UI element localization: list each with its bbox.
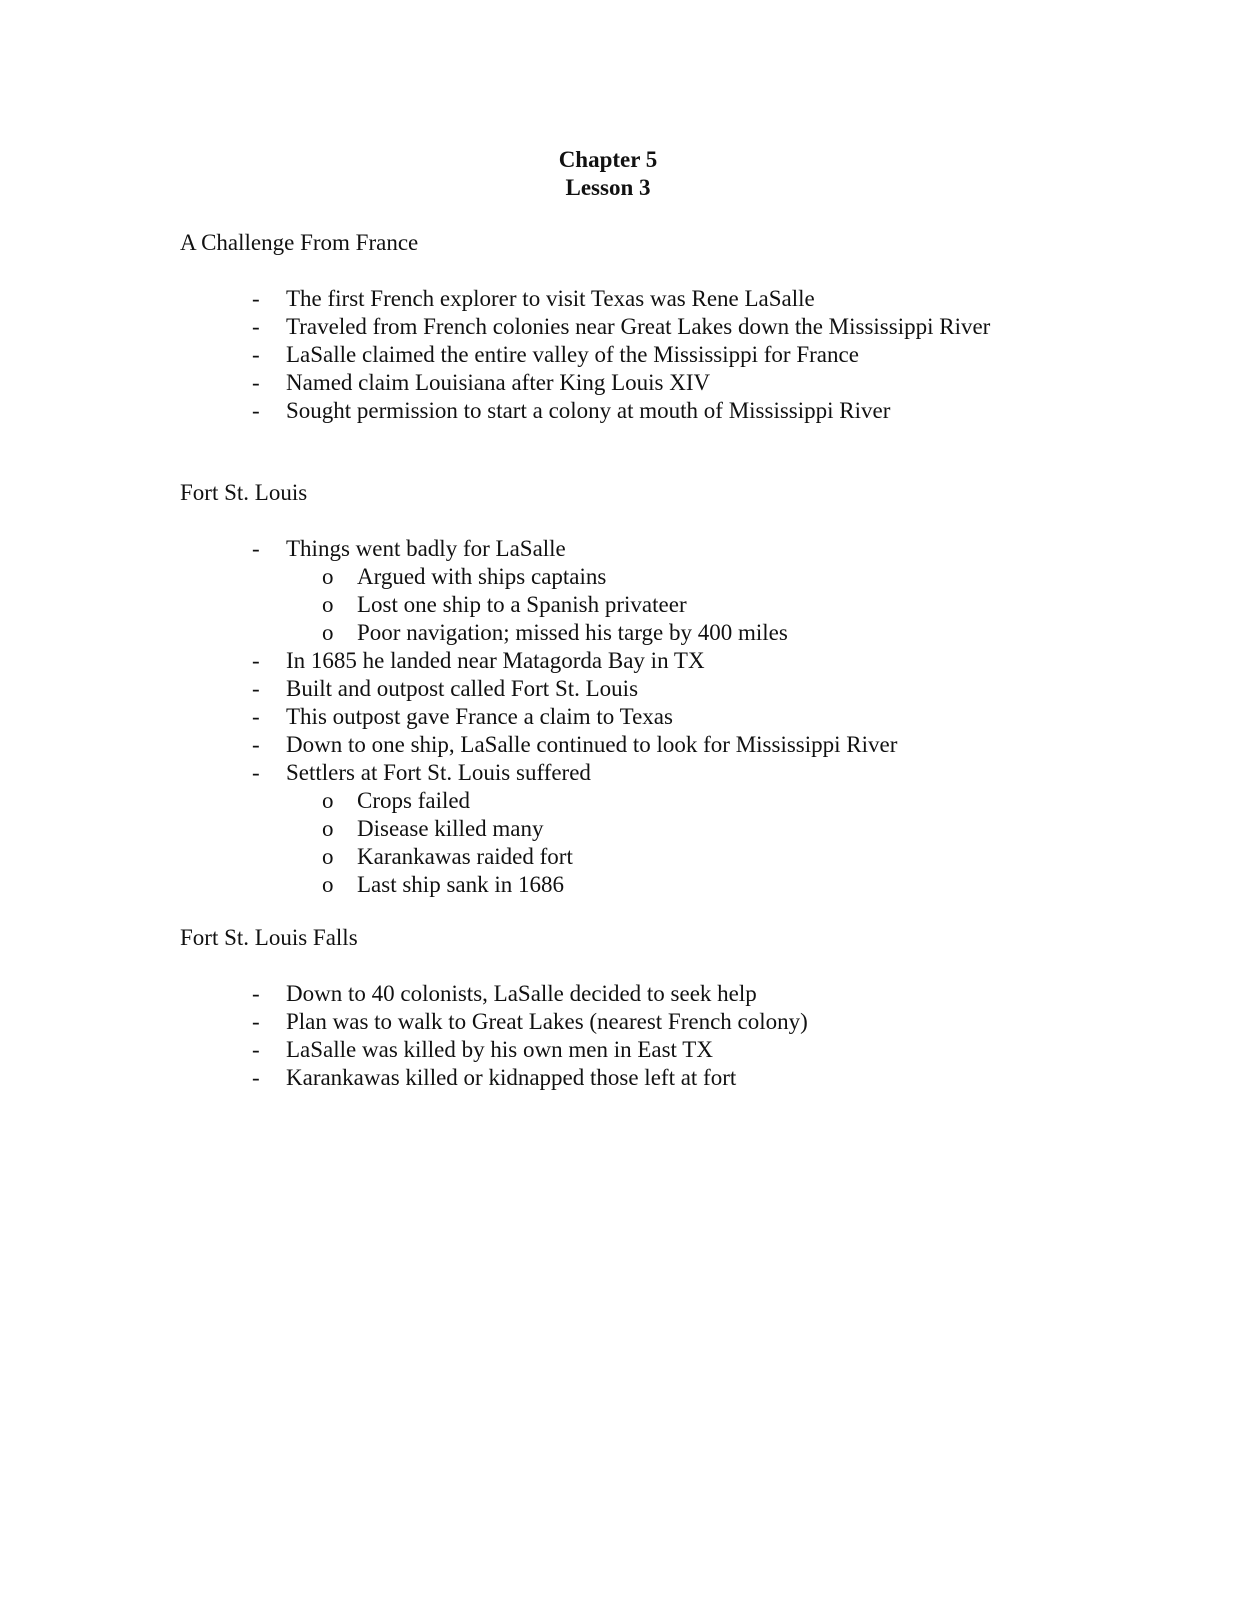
sub-bullet-item (180, 787, 1080, 815)
bullet-text: Traveled from French colonies near Great Lakes down the Mississippi River (286, 314, 991, 339)
section-challenge-from-france (180, 229, 1080, 425)
sub-bullet-item (180, 843, 1080, 871)
bullet-text: The first French explorer to visit Texas was Rene LaSalle (286, 286, 815, 311)
bullet-text: In 1685 he landed near Matagorda Bay in TX (286, 648, 705, 673)
sub-bullet-text: Disease killed many (357, 816, 544, 841)
dash-marker: - (252, 314, 260, 339)
dash-marker: - (252, 981, 260, 1006)
sub-bullet-text: Crops failed (357, 788, 471, 813)
sub-bullet-text: Last ship sank in 1686 (357, 872, 564, 897)
dash-marker: - (252, 342, 260, 367)
circle-marker: o (322, 816, 334, 841)
bullet-text: This outpost gave France a claim to Texas (286, 704, 673, 729)
section-heading: Fort St. Louis (180, 480, 308, 505)
section-heading: A Challenge From France (180, 230, 419, 255)
sub-bullet-text: Poor navigation; missed his targe by 400 miles (357, 620, 788, 645)
bullet-item (180, 535, 1080, 647)
dash-marker: - (252, 398, 260, 423)
circle-marker: o (322, 620, 334, 645)
circle-marker: o (322, 844, 334, 869)
bullet-text: Plan was to walk to Great Lakes (nearest French colony) (286, 1009, 808, 1034)
bullet-text: LaSalle claimed the entire valley of the Mississippi for France (286, 342, 859, 367)
bullet-item (180, 1008, 1080, 1036)
sub-bullet-list (286, 787, 1080, 899)
dash-marker: - (252, 1009, 260, 1034)
sub-bullet-item (180, 591, 1080, 619)
bullet-item (180, 731, 1080, 759)
dash-marker: - (252, 760, 260, 785)
dash-marker: - (252, 732, 260, 757)
bullet-text: Things went badly for LaSalle (286, 536, 566, 561)
bullet-list (180, 980, 1080, 1092)
chapter-title: Chapter 5 (558, 147, 658, 172)
dash-marker: - (252, 676, 260, 701)
sub-bullet-item (180, 871, 1080, 899)
bullet-item (180, 1064, 1080, 1092)
bullet-text: Down to 40 colonists, LaSalle decided to seek help (286, 981, 757, 1006)
dash-marker: - (252, 704, 260, 729)
bullet-item (180, 369, 1080, 397)
bullet-item (180, 675, 1080, 703)
section-heading: Fort St. Louis Falls (180, 925, 358, 950)
bullet-text: Named claim Louisiana after King Louis XIV (286, 370, 711, 395)
section-fort-st-louis (180, 479, 1080, 899)
bullet-list (180, 285, 1080, 425)
section-fort-st-louis-falls (180, 924, 1080, 1092)
title-block (0, 146, 1236, 202)
bullet-item (180, 980, 1080, 1008)
circle-marker: o (322, 872, 334, 897)
bullet-text: Sought permission to start a colony at mouth of Mississippi River (286, 398, 891, 423)
bullet-item (180, 285, 1080, 313)
bullet-item (180, 647, 1080, 675)
circle-marker: o (322, 788, 334, 813)
circle-marker: o (322, 564, 334, 589)
bullet-text: LaSalle was killed by his own men in East TX (286, 1037, 713, 1062)
lesson-title: Lesson 3 (565, 175, 651, 200)
sub-bullet-text: Argued with ships captains (357, 564, 607, 589)
dash-marker: - (252, 370, 260, 395)
bullet-item (180, 759, 1080, 899)
dash-marker: - (252, 1037, 260, 1062)
bullet-item (180, 341, 1080, 369)
bullet-text: Settlers at Fort St. Louis suffered (286, 760, 591, 785)
bullet-text: Down to one ship, LaSalle continued to look for Mississippi River (286, 732, 898, 757)
bullet-item (180, 703, 1080, 731)
sub-bullet-text: Lost one ship to a Spanish privateer (357, 592, 687, 617)
sub-bullet-text: Karankawas raided fort (357, 844, 573, 869)
dash-marker: - (252, 1065, 260, 1090)
bullet-item (180, 397, 1080, 425)
bullet-list (180, 535, 1080, 899)
bullet-item (180, 313, 1080, 341)
dash-marker: - (252, 286, 260, 311)
sub-bullet-item (180, 619, 1080, 647)
dash-marker: - (252, 648, 260, 673)
sub-bullet-list (286, 563, 1080, 647)
bullet-text: Built and outpost called Fort St. Louis (286, 676, 639, 701)
sub-bullet-item (180, 563, 1080, 591)
circle-marker: o (322, 592, 334, 617)
bullet-text: Karankawas killed or kidnapped those left at fort (286, 1065, 737, 1090)
sub-bullet-item (180, 815, 1080, 843)
bullet-item (180, 1036, 1080, 1064)
dash-marker: - (252, 536, 260, 561)
